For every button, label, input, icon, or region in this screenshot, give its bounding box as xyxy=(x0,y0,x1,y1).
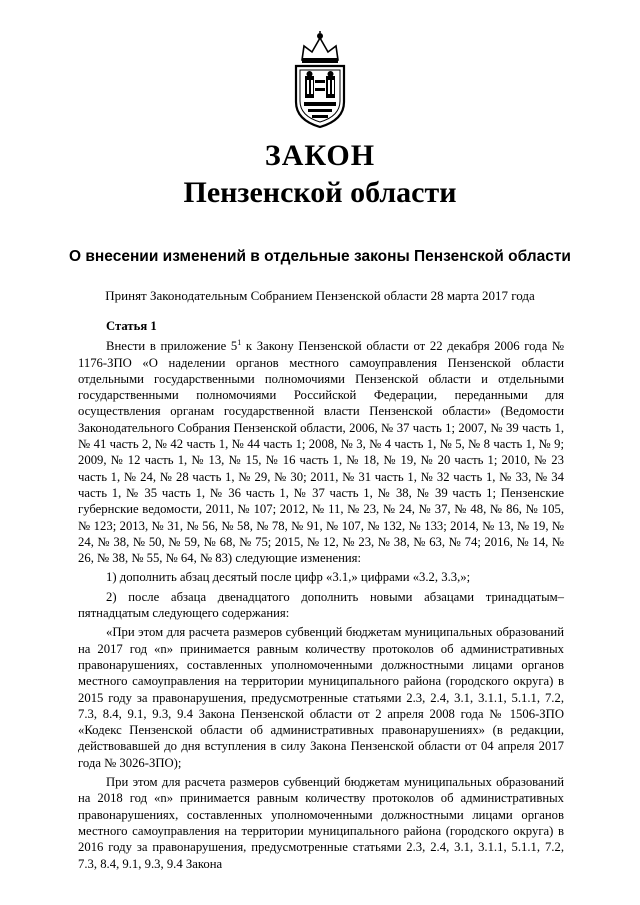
article-intro-paragraph xyxy=(78,338,564,566)
article-heading: Статья 1 xyxy=(106,319,157,333)
intro-superscript: 1 xyxy=(237,338,242,348)
inserted-paragraph-2: При этом для расчета размеров субвенций бюджетам муниципальных образований на 2018 год «n» принимается равным количеству протоколов об административных правонарушениях, составленных уполномоченными должностными лицами органов местного самоуправления на территории муниципального района (городского округа) в 2016 году за правонарушения, предусмотренные статьями 2.3, 2.4, 3.1, 3.1.1, 5.1.1, 7.2, 7.3, 8.4, 9.1, 9.3, 9.4 Закона xyxy=(78,775,564,871)
intro-text-rest: к Закону Пензенской области от 22 декабря 2006 года № 1176-ЗПО «О наделении органов местного самоуправления Пензенской области отдельными государственными полномочиями Пензенской области и отдельными государственными полномочиями Российской Федерации, переданными для осуществления органам государственной власти Пензенской области» (Ведомости Законодательного Собрания Пензенской области, 2006, № 37 часть 1; 2007, № 39 часть 1, № 41 часть 2, № 42 часть 1, № 44 часть 1; 2008, № 3, № 4 часть 1, № 5, № 8 часть 1, № 9; 2009, № 12 часть 1, № 13, № 15, № 16 часть 1, № 18, № 19, № 20 часть 1; 2010, № 23 часть 1, № 24, № 28 часть 1, № 29, № 30; 2011, № 31 часть 1, № 32 часть 1, № 33, № 34 часть 1, № 35 часть 1, № 36 часть 1, № 37 часть 1, № 38, № 39 часть 1; Пензенские губернские ведомости, 2011, № 107; 2012, № 11, № 23, № 24, № 37, № 48, № 86, № 105, № 123; 2013, № 31, № 56, № 58, № 78, № 91, № 107, № 132, № 133; 2014, № 13, № 19, № 24, № 38, № 50, № 59, № 68, № 75; 2015, № 12, № 23, № 38, № 63, № 74; 2016, № 14, № 26, № 38, № 55, № 64, № 83) следующие изменения: xyxy=(78,339,564,566)
inserted-paragraph-1: «При этом для расчета размеров субвенций бюджетам муниципальных образований на 2017 год «n» принимается равным количеству протоколов об административных правонарушениях, составленных уполномоченными должностными лицами органов местного самоуправления на территории муниципального района (городского округа) в 2015 году за правонарушения, предусмотренные статьями 2.3, 2.4, 3.1, 3.1.1, 5.1.1, 7.2, 7.3, 8.4, 9.1, 9.3, 9.4 Закона Пензенской области от 2 апреля 2008 года № 1506-ЗПО «Кодекс Пензенской области об административных правонарушениях» (в редакции, действовавшей до дня вступления в силу Закона Пензенской области от 04 апреля 2017 года № 3026-ЗПО); xyxy=(78,625,564,770)
adoption-note: Принят Законодательным Собранием Пензенской области 28 марта 2017 года xyxy=(105,288,535,303)
article-body xyxy=(78,318,564,872)
law-subject-heading: О внесении изменений в отдельные законы Пензенской области xyxy=(69,248,571,265)
region-title: Пензенской области xyxy=(183,176,457,209)
law-title: ЗАКОН xyxy=(264,139,376,172)
amendment-item-2: 2) после абзаца двенадцатого дополнить новыми абзацами тринадцатым–пятнадцатым следующего содержания: xyxy=(78,589,564,621)
intro-text-start: Внести в приложение 5 xyxy=(106,339,238,354)
amendment-item-1: 1) дополнить абзац десятый после цифр «3.1,» цифрами «3.2, 3.3,»; xyxy=(106,570,471,585)
coat-of-arms-icon xyxy=(282,30,358,130)
